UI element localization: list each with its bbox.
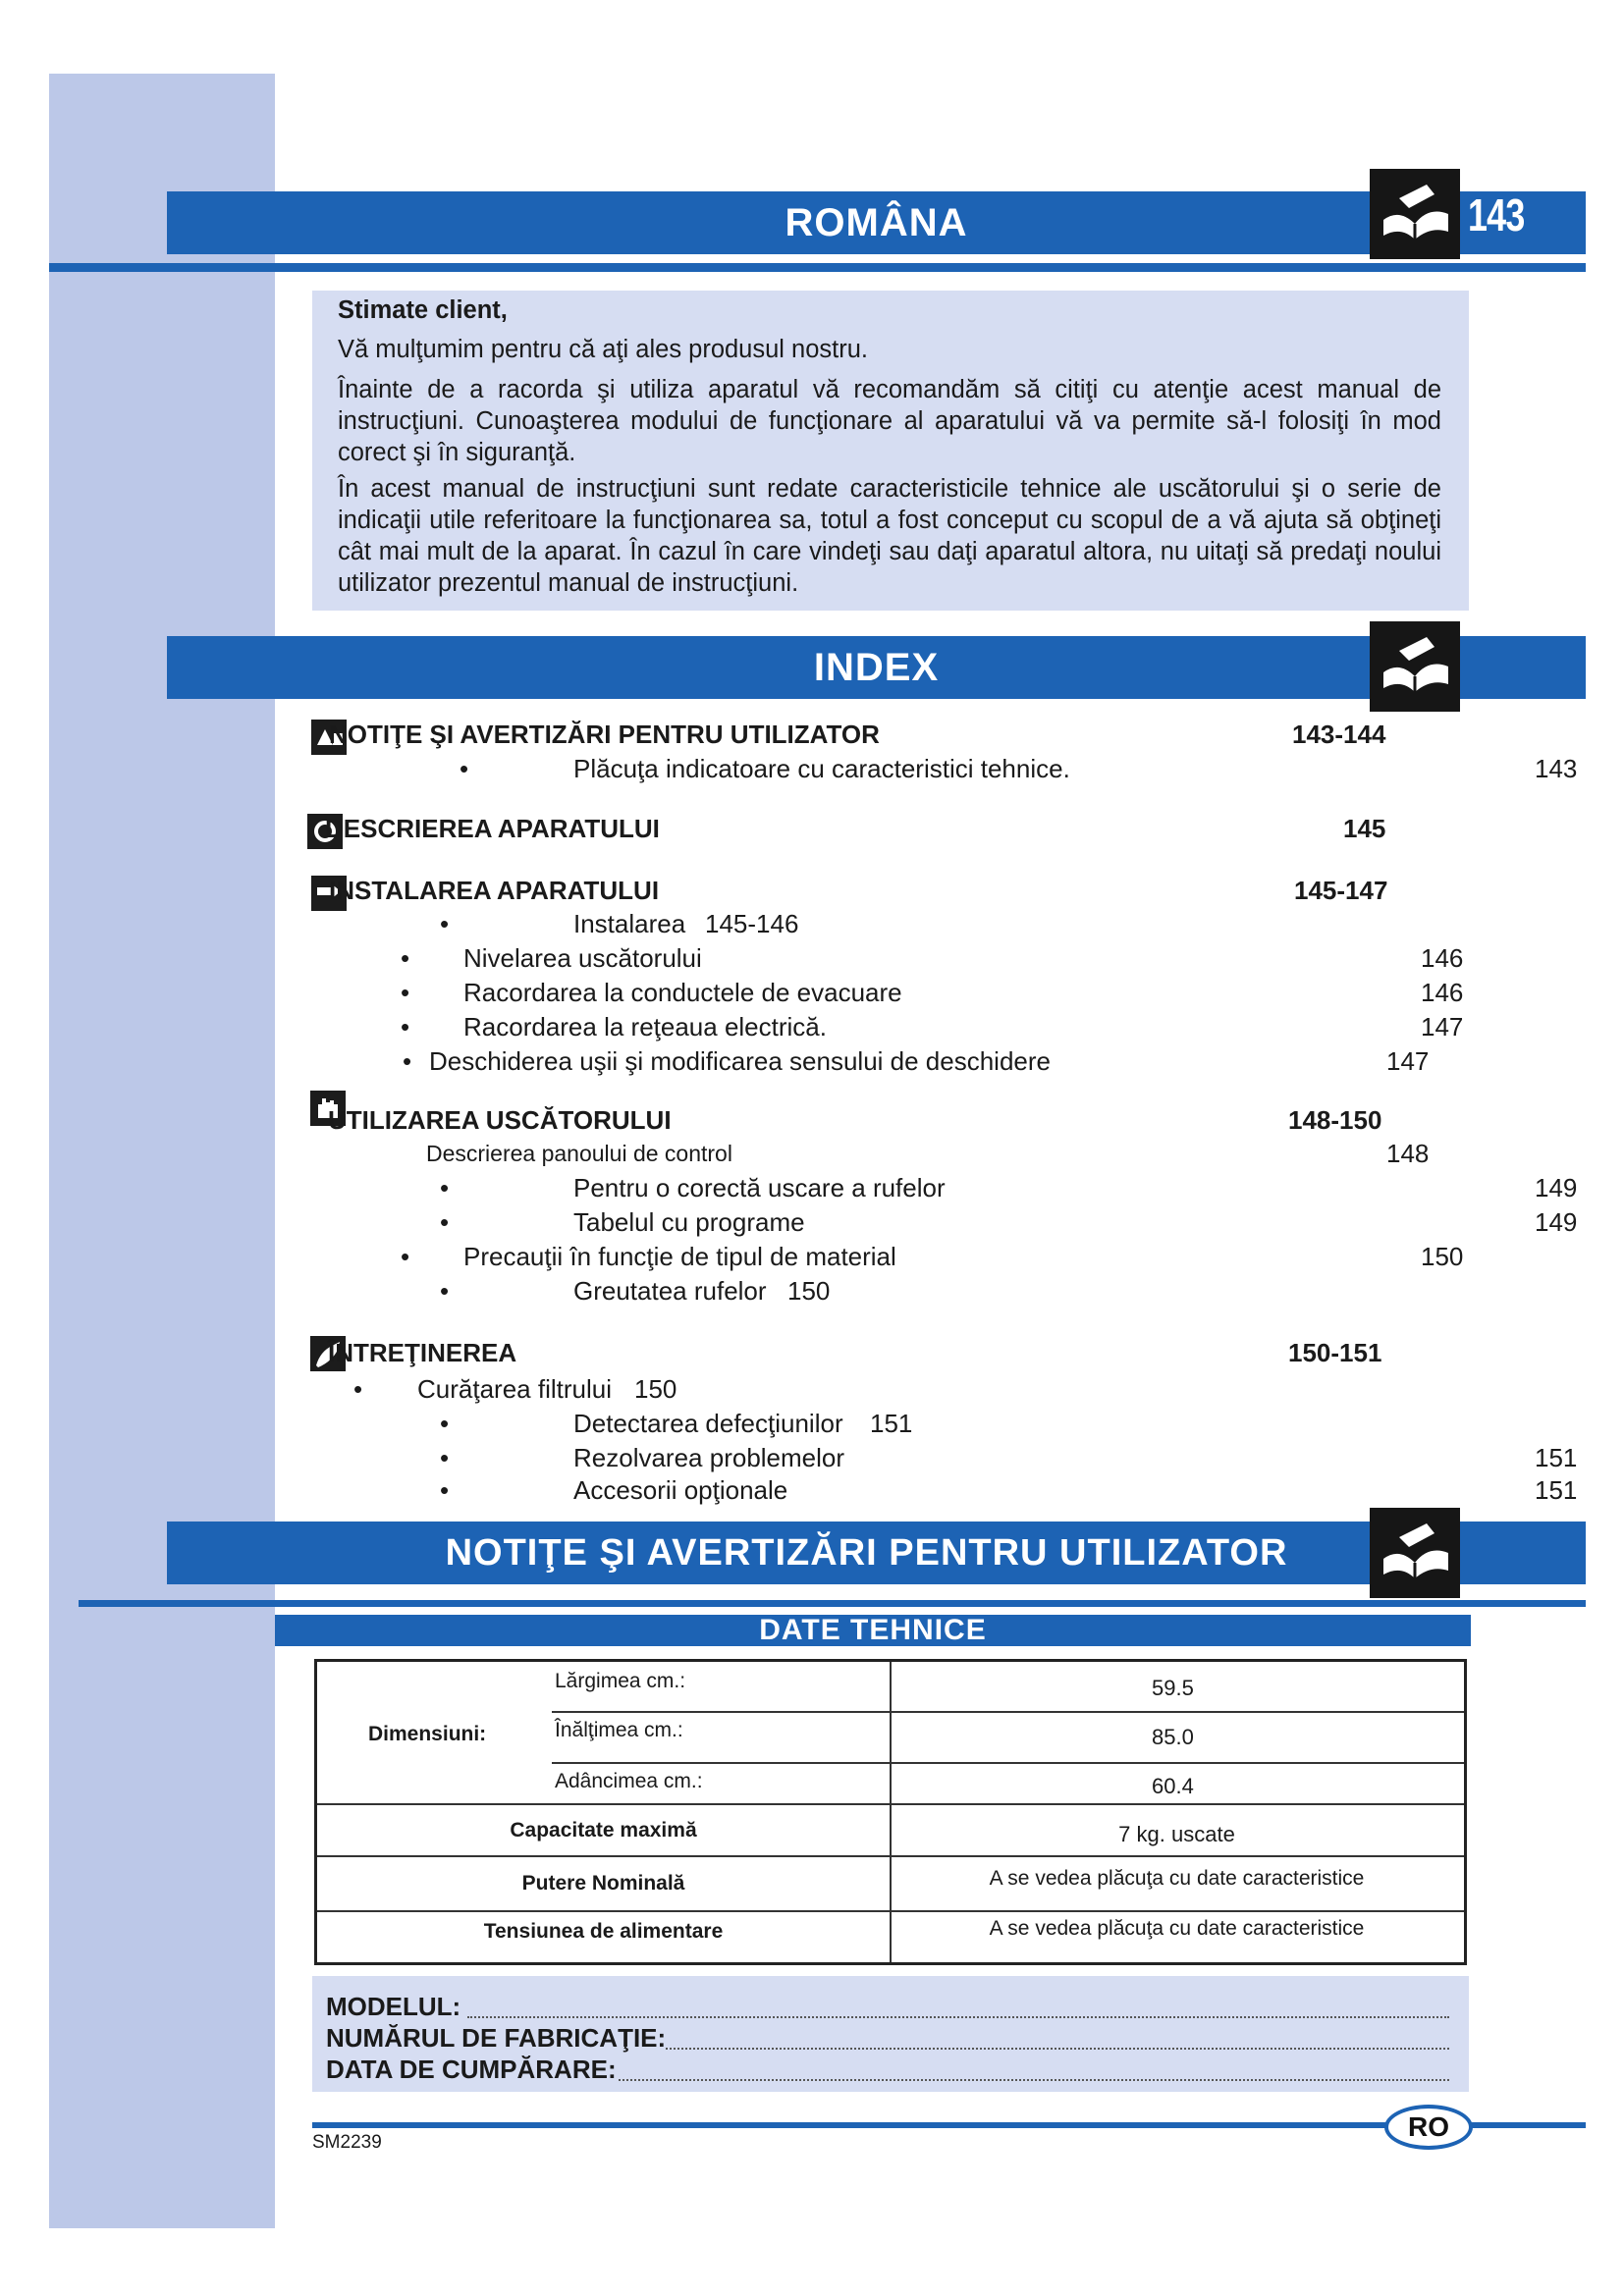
index-item-label: Tabelul cu programe [573,1207,805,1237]
index-item-label: Plăcuţa indicatoare cu caracteristici tehnice. [573,754,1070,783]
open-book-icon [1370,1508,1460,1598]
intro-paragraph-3: În acest manual de instrucţiuni sunt redate caracteristicile tehnice ale uscătorului şi o serie de indicaţii utile referitoare la funcţionarea sa, totul a fost conceput cu scopul de a vă ajuta să obţineţi cât mai mult de la aparat. În cazul în care vindeţi sau daţi aparatul altora, nu uitaţi să predaţi noului utilizator prezentul manual de instrucţiuni. [338,475,1441,597]
height-value: 85.0 [1152,1725,1194,1749]
capacity-value: 7 kg. uscate [1118,1822,1235,1846]
bullet: • [440,909,450,938]
model-label: MODELUL: [326,1992,461,2021]
bullet: • [403,1046,412,1076]
tech-data-title: DATE TEHNICE [759,1614,987,1646]
index-title: INDEX [813,646,940,689]
purchase-date-blank-line [619,2079,1449,2081]
serial-number-blank-line [666,2048,1449,2050]
bullet: • [353,1374,363,1404]
index-item-page: 146 [1421,978,1464,1007]
index-item-page: 147 [1386,1046,1430,1076]
model-blank-line [467,2016,1449,2018]
purchase-date-label: DATA DE CUMPĂRARE: [326,2055,617,2084]
bullet: • [401,1012,410,1041]
table-divider [317,1855,1464,1857]
index-item-page: 151 [1535,1443,1578,1472]
intro-paragraph-1: Vă mulţumim pentru că aţi ales produsul nostru. [338,336,869,363]
index-item-page: 150 [787,1276,831,1306]
table-divider [552,1762,1464,1764]
tech-data-subtitle [275,1615,1471,1646]
index-section-maintenance: ÎNTREŢINEREA [328,1338,517,1367]
index-section-installation: INSTALAREA APARATULUI [329,876,660,905]
supply-voltage-label: Tensiunea de alimentare [483,1920,724,1943]
bullet: • [440,1173,450,1202]
index-item-page: 150 [634,1374,677,1404]
page-number: 143 [1468,189,1525,240]
open-book-icon [1370,169,1460,259]
index-item-label: Deschiderea uşii şi modificarea sensului de deschidere [429,1046,1052,1076]
document-code: SM2239 [312,2132,382,2153]
capacity-label: Capacitate maximă [510,1819,697,1842]
bullet: • [440,1276,450,1306]
table-divider [552,1711,1464,1713]
index-section-usage: UTILIZAREA USCĂTORULUI [328,1105,672,1135]
index-item-label: Accesorii opţionale [573,1475,788,1505]
index-item-label: Racordarea la conductele de evacuare [463,978,902,1007]
index-item-page: 147 [1421,1012,1464,1041]
index-item-page: 150 [1421,1242,1464,1271]
index-item-label: Racordarea la reţeaua electrică. [463,1012,827,1041]
left-sidebar-strip [49,74,275,2228]
index-item-page: 146 [1421,943,1464,973]
dimensions-label: Dimensiuni: [368,1723,487,1745]
index-section-usage-pages: 148-150 [1288,1105,1382,1135]
width-label: Lărgimea cm.: [555,1670,686,1692]
depth-value: 60.4 [1152,1774,1194,1798]
supply-voltage-value: A se vedea plăcuţa cu date caracteristice [989,1917,1365,1940]
bullet: • [401,943,410,973]
index-item-label: Pentru o corectă uscare a rufelor [573,1173,946,1202]
depth-label: Adâncimea cm.: [555,1770,703,1792]
header-rule [49,263,1586,272]
greeting: Stimate client, [338,296,508,324]
language-badge: RO [1384,2105,1473,2150]
index-item-page: 149 [1535,1207,1578,1237]
notes-rule [79,1600,1586,1607]
index-section-installation-pages: 145-147 [1294,876,1388,905]
index-item-label: Precauţii în funcţie de tipul de material [463,1242,896,1271]
notes-title: NOTIŢE ŞI AVERTIZĂRI PENTRU UTILIZATOR [445,1532,1288,1574]
bullet: • [440,1409,450,1438]
index-item-label: Greutatea rufelor [573,1276,767,1306]
index-item-page: 151 [870,1409,913,1438]
index-section-notes-pages: 143-144 [1292,720,1386,749]
open-book-icon [1370,621,1460,712]
table-divider [317,1910,1464,1912]
index-section-description-pages: 145 [1343,814,1386,843]
bullet: • [440,1207,450,1237]
index-item-label: Detectarea defecţiunilor [573,1409,843,1438]
index-item-page: 145-146 [705,909,799,938]
width-value: 59.5 [1152,1676,1194,1700]
index-item-label: Instalarea [573,909,686,938]
product-info-box [312,1976,1469,2092]
index-item-label: Rezolvarea problemelor [573,1443,845,1472]
index-item-page: 151 [1535,1475,1578,1505]
height-label: Înălţimea cm.: [555,1719,683,1741]
bullet: • [440,1475,450,1505]
intro-paragraph-2: Înainte de a racorda şi utiliza aparatul vă recomandăm să citiţi cu atenţie acest manual de instrucţiuni. Cunoaşterea modului de funcţionare al aparatului vă va permite să-l folosiţi în mod corect şi în siguranţă. [338,376,1441,466]
bullet: • [401,1242,410,1271]
tech-data-table [314,1659,1467,1965]
rated-power-value: A se vedea plăcuţa cu date caracteristice [989,1867,1365,1890]
intro-box [312,291,1469,611]
index-section-maintenance-pages: 150-151 [1288,1338,1382,1367]
index-item-page: 148 [1386,1139,1430,1168]
index-item-label: Curăţarea filtrului [417,1374,612,1404]
bullet: • [401,978,410,1007]
bullet: • [440,1443,450,1472]
index-item-label: Nivelarea uscătorului [463,943,702,973]
page-title: ROMÂNA [785,201,968,244]
serial-number-label: NUMĂRUL DE FABRICAŢIE: [326,2023,667,2053]
table-divider [317,1803,1464,1805]
rated-power-label: Putere Nominală [521,1872,685,1895]
index-item-page: 143 [1535,754,1578,783]
index-section-notes: NOTIŢE ŞI AVERTIZĂRI PENTRU UTILIZATOR [329,720,880,749]
bullet: • [460,754,469,783]
index-section-description: DESCRIEREA APARATULUI [325,814,660,843]
index-item-page: 149 [1535,1173,1578,1202]
index-item-label: Descrierea panoului de control [426,1141,732,1166]
